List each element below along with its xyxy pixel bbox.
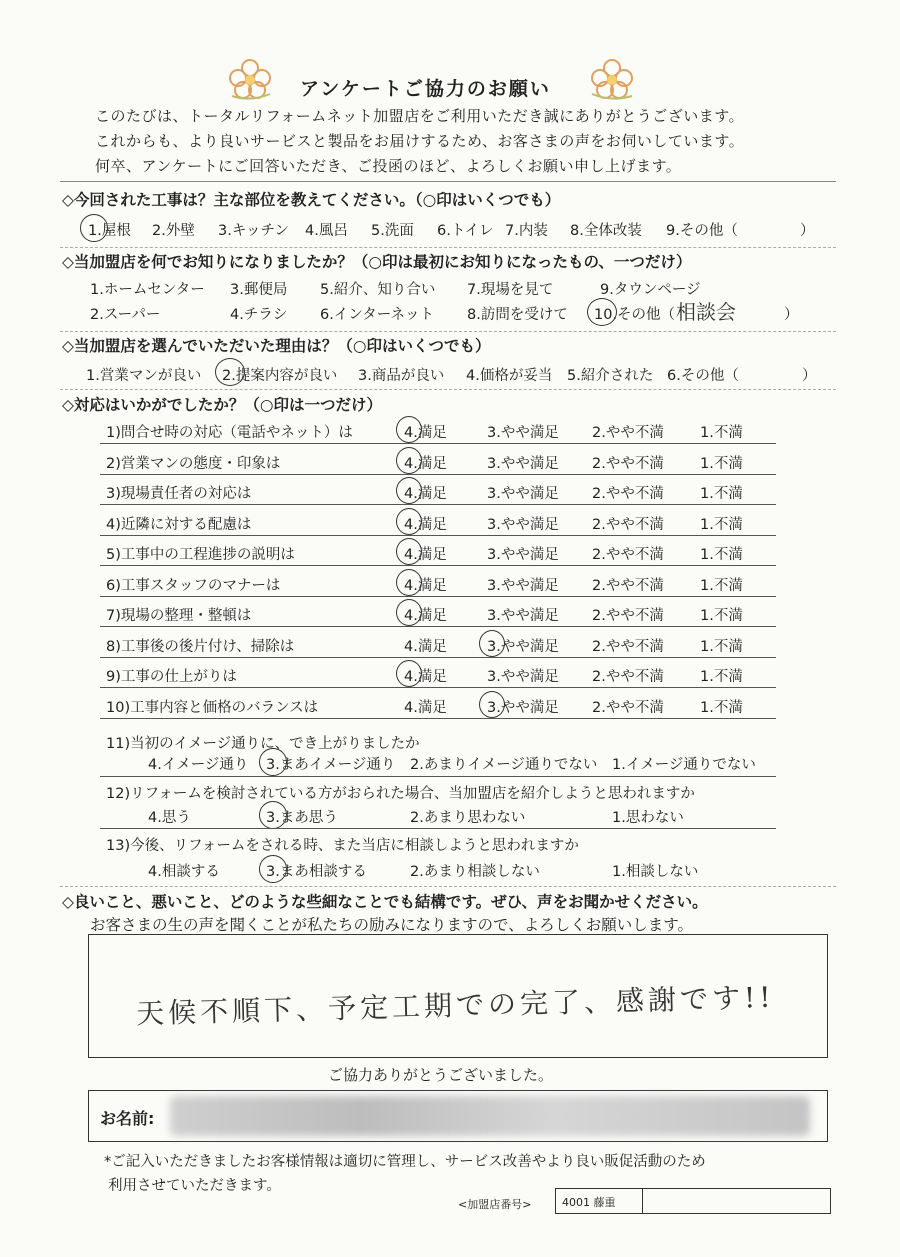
q4-option-3[interactable]: 3.やや満足 xyxy=(487,456,559,472)
divider xyxy=(60,181,836,182)
q13-label: 13)今後、リフォームをされる時、また当店に相談しようと思われますか xyxy=(106,838,579,854)
q11-option-1[interactable]: 1.イメージ通りでない xyxy=(612,757,756,773)
comments-sublabel: お客さまの生の声を聞くことが私たちの励みになりますので、よろしくお願いします。 xyxy=(90,916,693,934)
name-label: お名前: xyxy=(100,1109,155,1128)
q4-item-label: 10)工事内容と価格のバランスは xyxy=(106,700,319,716)
answer-circle-q12 xyxy=(259,801,287,829)
q4-option-2[interactable]: 2.やや不満 xyxy=(592,456,664,472)
q3-option-other[interactable]: 6.その他（ xyxy=(667,368,739,384)
q4-option-2[interactable]: 2.やや不満 xyxy=(592,669,664,685)
page-title: アンケートご協力のお願い xyxy=(300,78,551,100)
q1-option-other[interactable]: 9.その他（ xyxy=(666,223,738,239)
flower-icon-left xyxy=(226,56,274,100)
answer-circle xyxy=(396,416,422,443)
q1-option-interior[interactable]: 7.内装 xyxy=(505,223,548,239)
q4-option-1[interactable]: 1.不満 xyxy=(700,608,743,624)
q2-option-town-page[interactable]: 9.タウンページ xyxy=(600,282,701,298)
q2-option-referral[interactable]: 5.紹介、知り合い xyxy=(320,282,436,298)
q4-option-2[interactable]: 2.やや不満 xyxy=(592,547,664,563)
q4-option-2[interactable]: 2.やや不満 xyxy=(592,425,664,441)
intro-line-3: 何卒、アンケートにご回答いただき、ご投函のほど、よろしくお願い申し上げます。 xyxy=(95,157,682,175)
answer-circle xyxy=(396,447,422,474)
divider xyxy=(100,776,776,777)
q3-option-product[interactable]: 3.商品が良い xyxy=(358,368,445,384)
q1-option-full-renovation[interactable]: 8.全体改装 xyxy=(570,223,642,239)
q4-option-4[interactable]: 4.満足 xyxy=(404,456,447,472)
q1-option-kitchen[interactable]: 3.キッチン xyxy=(218,223,289,239)
comments-label: ◇良いこと、悪いこと、どのような些細なことでも結構です。ぜひ、声をお聞かせください。 xyxy=(62,893,708,911)
divider xyxy=(100,535,776,536)
q4-option-3[interactable]: 3.やや満足 xyxy=(487,486,559,502)
q4-option-1[interactable]: 1.不満 xyxy=(700,425,743,441)
q4-option-3[interactable]: 3.やや満足 xyxy=(487,547,559,563)
name-redacted xyxy=(170,1096,810,1136)
q11-option-2[interactable]: 2.あまりイメージ通りでない xyxy=(410,757,598,773)
q3-option-salesman[interactable]: 1.営業マンが良い xyxy=(86,368,202,384)
q4-option-1[interactable]: 1.不満 xyxy=(700,486,743,502)
q3-option-price[interactable]: 4.価格が妥当 xyxy=(466,368,553,384)
divider xyxy=(100,474,776,475)
answer-circle-q11 xyxy=(259,748,287,776)
divider xyxy=(100,504,776,505)
question-3-label: ◇当加盟店を選んでいただいた理由は？（○印はいくつでも） xyxy=(62,337,491,355)
divider xyxy=(100,687,776,688)
q4-option-1[interactable]: 1.不満 xyxy=(700,456,743,472)
q2-option-visit[interactable]: 8.訪問を受けて xyxy=(467,307,568,323)
privacy-notice-2: 利用させていただきます。 xyxy=(108,1178,281,1194)
q11-option-3[interactable]: 3.まあイメージ通り xyxy=(266,757,396,773)
q4-item-label: 9)工事の仕上がりは xyxy=(106,669,237,685)
q4-option-3[interactable]: 3.やや満足 xyxy=(487,425,559,441)
q2-option-site[interactable]: 7.現場を見て xyxy=(467,282,554,298)
divider xyxy=(60,389,836,390)
q2-option-post-office[interactable]: 3.郵便局 xyxy=(230,282,288,298)
answer-circle xyxy=(479,630,505,657)
q1-option-roof[interactable]: 1.屋根 xyxy=(88,223,131,239)
q3-option-referred[interactable]: 5.紹介された xyxy=(567,368,654,384)
q12-label: 12)リフォームを検討されている方がおられた場合、当加盟店を紹介しようと思われますか xyxy=(106,786,695,802)
q12-option-4[interactable]: 4.思う xyxy=(148,810,191,826)
answer-circle-q2 xyxy=(587,298,617,326)
q3-other-close: ） xyxy=(802,368,817,384)
q13-option-2[interactable]: 2.あまり相談しない xyxy=(410,864,540,880)
q4-option-3[interactable]: 3.やや満足 xyxy=(487,639,559,655)
q4-option-3[interactable]: 3.やや満足 xyxy=(487,517,559,533)
q4-option-1[interactable]: 1.不満 xyxy=(700,669,743,685)
q13-option-3[interactable]: 3.まあ相談する xyxy=(266,864,367,880)
q1-option-exterior[interactable]: 2.外壁 xyxy=(152,223,195,239)
q4-option-2[interactable]: 2.やや不満 xyxy=(592,608,664,624)
divider xyxy=(100,626,776,627)
q4-option-3[interactable]: 3.やや満足 xyxy=(487,608,559,624)
q2-option-flyer[interactable]: 4.チラシ xyxy=(230,307,288,323)
q4-option-4[interactable]: 4.満足 xyxy=(404,700,447,716)
q1-option-toilet[interactable]: 6.トイレ xyxy=(437,223,494,239)
q4-item-label: 4)近隣に対する配慮は xyxy=(106,517,252,533)
divider xyxy=(100,828,776,829)
divider xyxy=(100,443,776,444)
divider xyxy=(60,331,836,332)
divider xyxy=(100,565,776,566)
q4-option-2[interactable]: 2.やや不満 xyxy=(592,700,664,716)
q4-option-3[interactable]: 3.やや満足 xyxy=(487,669,559,685)
q4-item-label: 8)工事後の後片付け、掃除は xyxy=(106,639,295,655)
q4-item-label: 5)工事中の工程進捗の説明は xyxy=(106,547,295,563)
answer-circle xyxy=(396,599,422,626)
q12-option-2[interactable]: 2.あまり思わない xyxy=(410,810,526,826)
store-number-label: <加盟店番号> xyxy=(458,1198,532,1211)
q1-other-close: ） xyxy=(800,223,815,239)
q4-item-label: 7)現場の整理・整頓は xyxy=(106,608,252,624)
divider xyxy=(60,886,836,887)
q4-option-4[interactable]: 4.満足 xyxy=(404,578,447,594)
q4-item-label: 3)現場責任者の対応は xyxy=(106,486,252,502)
answer-circle-q1 xyxy=(80,214,108,242)
q4-option-4[interactable]: 4.満足 xyxy=(404,669,447,685)
store-number-value: 4001 藤重 xyxy=(562,1196,616,1209)
comments-handwritten: 天候不順下、予定工期での完了、感謝です!! xyxy=(135,980,775,1031)
q13-option-4[interactable]: 4.相談する xyxy=(148,864,220,880)
q4-option-2[interactable]: 2.やや不満 xyxy=(592,486,664,502)
flower-icon-right xyxy=(588,56,636,100)
answer-circle xyxy=(396,538,422,565)
answer-circle xyxy=(396,508,422,535)
q4-option-1[interactable]: 1.不満 xyxy=(700,639,743,655)
q4-item-label: 1)問合せ時の対応（電話やネット）は xyxy=(106,425,353,441)
question-2-label: ◇当加盟店を何でお知りになりましたか？（○印は最初にお知りになったもの、一つだけ） xyxy=(62,253,692,271)
q4-option-4[interactable]: 4.満足 xyxy=(404,425,447,441)
q4-item-label: 2)営業マンの態度・印象は xyxy=(106,456,281,472)
thanks-text: ご協力ありがとうございました。 xyxy=(328,1066,554,1084)
answer-circle-q3 xyxy=(215,358,245,386)
answer-circle xyxy=(396,477,422,504)
q4-option-4[interactable]: 4.満足 xyxy=(404,608,447,624)
answer-circle xyxy=(396,569,422,596)
divider xyxy=(100,657,776,658)
answer-circle xyxy=(396,660,422,687)
q1-option-washroom[interactable]: 5.洗面 xyxy=(371,223,414,239)
intro-line-1: このたびは、トータルリフォームネット加盟店をご利用いただき誠にありがとうございます。 xyxy=(95,107,745,125)
divider xyxy=(100,596,776,597)
q4-option-1[interactable]: 1.不満 xyxy=(700,517,743,533)
question-4-label: ◇対応はいかがでしたか？（○印は一つだけ） xyxy=(62,396,382,414)
divider xyxy=(100,718,776,719)
q4-item-label: 6)工事スタッフのマナーは xyxy=(106,578,281,594)
intro-line-2: これからも、より良いサービスと製品をお届けするため、お客さまの声をお伺いしています。 xyxy=(95,132,745,150)
q11-label: 11)当初のイメージ通りに、でき上がりましたか xyxy=(106,736,420,752)
privacy-notice-1: *ご記入いただきましたお客様情報は適切に管理し、サービス改善やより良い販促活動のため xyxy=(104,1154,706,1170)
q4-option-2[interactable]: 2.やや不満 xyxy=(592,639,664,655)
q4-option-3[interactable]: 3.やや満足 xyxy=(487,700,559,716)
question-1-label: ◇今回された工事は？主な部位を教えてください。（○印はいくつでも） xyxy=(62,191,561,209)
q3-option-proposal[interactable]: 2.提案内容が良い xyxy=(222,368,338,384)
q4-option-1[interactable]: 1.不満 xyxy=(700,700,743,716)
answer-circle xyxy=(479,691,505,718)
q11-option-4[interactable]: 4.イメージ通り xyxy=(148,757,249,773)
q4-option-4[interactable]: 4.満足 xyxy=(404,639,447,655)
q12-option-1[interactable]: 1.思わない xyxy=(612,810,684,826)
q13-option-1[interactable]: 1.相談しない xyxy=(612,864,699,880)
q4-option-2[interactable]: 2.やや不満 xyxy=(592,578,664,594)
q2-option-supermarket[interactable]: 2.スーパー xyxy=(90,307,161,323)
q4-option-4[interactable]: 4.満足 xyxy=(404,547,447,563)
answer-circle-q13 xyxy=(259,855,287,883)
q2-other-close: ） xyxy=(784,307,799,323)
q4-option-4[interactable]: 4.満足 xyxy=(404,517,447,533)
q4-option-3[interactable]: 3.やや満足 xyxy=(487,578,559,594)
q2-option-other[interactable]: 10.その他（ xyxy=(594,307,676,323)
q2-option-internet[interactable]: 6.インターネット xyxy=(320,307,435,323)
divider xyxy=(60,247,836,248)
q4-option-2[interactable]: 2.やや不満 xyxy=(592,517,664,533)
q4-option-4[interactable]: 4.満足 xyxy=(404,486,447,502)
q12-option-3[interactable]: 3.まあ思う xyxy=(266,810,338,826)
q1-option-bath[interactable]: 4.風呂 xyxy=(305,223,348,239)
q2-option-home-center[interactable]: 1.ホームセンター xyxy=(90,282,205,298)
q2-other-handwritten: 相談会 xyxy=(676,300,736,324)
q4-option-1[interactable]: 1.不満 xyxy=(700,547,743,563)
q4-option-1[interactable]: 1.不満 xyxy=(700,578,743,594)
